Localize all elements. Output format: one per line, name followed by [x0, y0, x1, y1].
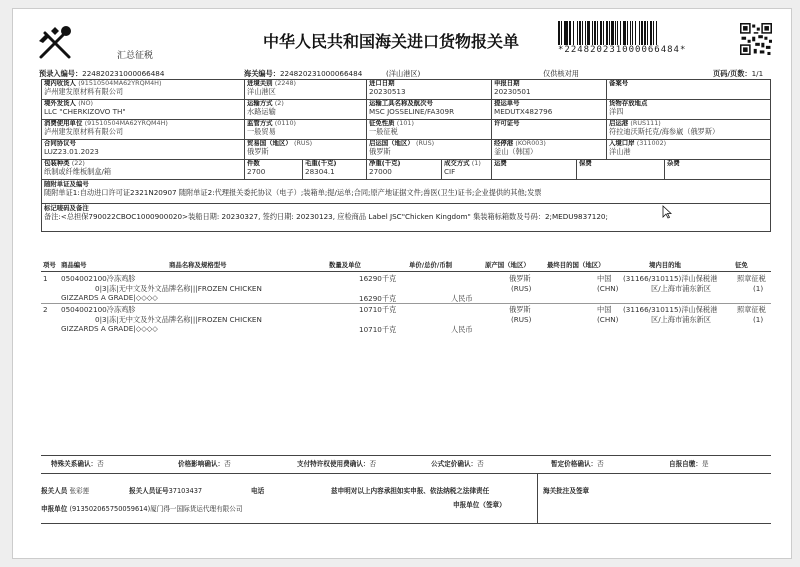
- qr-code-icon: [740, 23, 772, 55]
- barcode: [558, 21, 728, 45]
- formula-price-confirm: 公式定价确认：否: [431, 460, 484, 468]
- insurance-cell: 保费: [577, 160, 665, 179]
- goods-row-divider: [41, 303, 771, 304]
- declarant-number: 报关人员证号37103437: [129, 487, 203, 495]
- consignee-cell: 境内收货人 (91510504MA62YRQM4H) 泸州建发原材料有限公司: [42, 80, 245, 99]
- goods-col-no: 项号: [43, 261, 56, 269]
- import-date-cell: 进口日期 20230513: [367, 80, 492, 99]
- transit-port-cell: 经停港 (KOR003) 釜山（韩国）: [492, 140, 607, 159]
- confirm-top-line: [41, 455, 771, 456]
- footer-bottom-line: [41, 523, 771, 524]
- print-note: 仅供核对用: [543, 69, 579, 78]
- page-number: 页码/页数：1/1: [713, 69, 764, 78]
- goods-col-levy: 征免: [735, 261, 748, 269]
- entry-place-cell: 入境口岸 (311002) 洋山港: [609, 140, 667, 156]
- goods-col-price: 单价/总价/币制: [409, 261, 453, 269]
- unit-seal: 申报单位（签章）: [453, 501, 506, 509]
- package-cell: 包装种类 (22) 纸制或纤维板制盒/箱: [42, 160, 245, 179]
- trade-country-cell: 贸易国（地区） (RUS) 俄罗斯: [245, 140, 367, 159]
- footer-divider: [537, 473, 538, 523]
- mouse-pointer-icon: [662, 205, 672, 219]
- goods-col-dest: 最终目的国（地区）: [547, 261, 605, 269]
- goods-col-hs: 商品编号: [61, 261, 87, 269]
- storage-cell: 货物存放地点 洋四: [609, 100, 648, 116]
- goods-col-qty: 数量及单位: [329, 261, 361, 269]
- shipper-cell: 境外发货人 (NO) LLC "CHERKIZOVO TH": [42, 100, 245, 119]
- pieces-cell: 件数 2700: [245, 160, 303, 179]
- supervision-cell: 监管方式 (0110) 一般贸易: [245, 120, 367, 139]
- contract-cell: 合同协议号 LUZ23.01.2023: [42, 140, 245, 159]
- provisional-price-confirm: 暂定价格确认：否: [551, 460, 604, 468]
- customs-declaration-form: 汇总征税 中华人民共和国海关进口货物报关单 *224820231000066484* 预录入编号：224820231000066484 海关编号：224820231000066484 (洋山港区) 仅供核对用 页码/页数：1/1 境内收货人 (91510504MA62YRQM4H) 泸州建发原材料有限公司 进境关别 (2248) 洋山港区 进口日期 20230513 申报日期 20230501 备案号 境外发货人 (NO) LLC "CHERKIZOVO TH" 运输方式 (2) 水路运输 运输工具名称及航次号 MSC JOSSELINE/FA309R 提运单号 MEDUTX482796 货物存放地点 洋四 消费使用单位 (91510504MA62YRQM4H) 泸州建发原材料有限公司 监管方式 (0110) 一般贸易 征免性质 (101) 一般征税 许可证号 启运港 (RUS111) 符拉迪沃斯托克/海参崴（俄罗斯） 合同协议号 LUZ23.01.2023 贸易国（地区） (RUS) 俄罗斯 启运国（地区） (RUS) 俄罗斯 经停港 (KOR003) 釜山（韩国） 入境口岸 (311002) 洋山港 包装种类 (22) 纸制或纤维板制盒/箱 件数 2700 毛重(千克) 28304.1 净重(千克) 27000 成交方式 (1) CIF 运费 保费 杂费 随附单证及编号 随附单证1:自动进口许可证2321N20907 随附单证2:代理报关委托协议（电子）;装箱单;提/运单;合同;原产地证据文件;兽医(卫生)证书;企业提供的其他;发票 标记唛码及备注 备注:<总担保790022CBOC1000900020>装船日期: 20230327, 签约日期: 20230123, 应检商品 Label JSC"Chicken Kingdom" 集装箱标箱数及号码：2;MEDU9837120; 项号 商品编号 商品名称及规格型号 数量及单位 单价/总价/币制 原产国（地区） 最终目的国（地区） 境内目的地 征免 1 0504002100冷冻鸡胗 0|3|冻|无中文及外文品牌名称|||FROZEN CHICKEN GIZZARDS A GRADE|◇◇◇◇ 16290千克 16290千克 人民币 俄罗斯 (RUS) 中国 (CHN) (31166/310115)洋山保税港 区/上海市浦东新区 照章征税 (1) 2 0504002100冷冻鸡胗 0|3|冻|无中文及外文品牌名称|||FROZEN CHICKEN GIZZARDS A GRADE|◇◇◇◇ 10710千克 10710千克 人民币 俄罗斯 (RUS) 中国 (CHN) (31166/310115)洋山保税港 区/上海市浦东新区 照章征税 (1) 特殊关系确认：否 价格影响确认：否 支付特许权使用费确认：否 公式定价确认：否 暂定价格确认：否 自报自缴：是 报关人员 张彩莲 报关人员证号37103437 电话 兹申明对以上内容承担如实申报、依法纳税之法律责任 海关批注及签章 申报单位 (913502065750059614)厦门得一国际货运代理有限公司 申报单位（签章）: [12, 8, 792, 559]
- goods-header-line: [41, 271, 771, 272]
- freight-cell: 运费: [492, 160, 577, 179]
- royalty-confirm: 支付特许权使用费确认：否: [297, 460, 377, 468]
- transport-mode-cell: 运输方式 (2) 水路运输: [245, 100, 367, 119]
- barcode-text: *224820231000066484*: [558, 45, 687, 55]
- goods-col-domestic: 境内目的地: [649, 261, 681, 269]
- barcode-bar: [657, 21, 658, 45]
- declarant: 报关人员 张彩莲: [41, 487, 90, 495]
- remarks: 标记唛码及备注 备注:<总担保790022CBOC1000900020>装船日期: 20230327, 签约日期: 20230123, 应检商品 Label JSC"Chicken Kingdom" 集装箱标箱数及号码：2;MEDU9837120;: [42, 204, 770, 232]
- summary-tax-stamp: 汇总征税: [117, 51, 154, 61]
- price-impact-confirm: 价格影响确认：否: [178, 460, 231, 468]
- vessel-cell: 运输工具名称及航次号 MSC JOSSELINE/FA309R: [367, 100, 492, 119]
- goods-hs-name: 0504002100冷冻鸡胗: [61, 274, 136, 283]
- misc-fee-cell: 杂费: [667, 160, 680, 167]
- customs-place: (洋山港区): [386, 69, 421, 78]
- customs-annotation: 海关批注及签章: [543, 487, 590, 495]
- goods-col-origin: 原产国（地区）: [485, 261, 530, 269]
- declaring-unit: 申报单位 (913502065750059614)厦门得一国际货运代理有限公司: [41, 505, 243, 513]
- attached-docs: 随附单证及编号 随附单证1:自动进口许可证2321N20907 随附单证2:代理报关委托协议（电子）;装箱单;提/运单;合同;原产地证据文件;兽医(卫生)证书;企业提供的其他;发票: [42, 180, 770, 204]
- declare-date-cell: 申报日期 20230501: [492, 80, 607, 99]
- gross-weight-cell: 毛重(千克) 28304.1: [303, 160, 367, 179]
- form-title: 中华人民共和国海关进口货物报关单: [263, 32, 520, 51]
- phone: 电话: [251, 487, 265, 495]
- self-report-confirm: 自报自缴：是: [669, 460, 709, 468]
- user-unit-cell: 消费使用单位 (91510504MA62YRQM4H) 泸州建发原材料有限公司: [42, 120, 245, 139]
- goods-col-name: 商品名称及规格型号: [169, 261, 227, 269]
- origin-country-cell: 启运国（地区） (RUS) 俄罗斯: [367, 140, 492, 159]
- customs-number: 海关编号：224820231000066484: [244, 69, 363, 78]
- net-weight-cell: 净重(千克) 27000: [367, 160, 442, 179]
- license-cell: 许可证号: [492, 120, 607, 139]
- entry-port-cell: 进境关别 (2248) 洋山港区: [245, 80, 367, 99]
- departure-port-cell: 启运港 (RUS111) 符拉迪沃斯托克/海参崴（俄罗斯）: [609, 120, 720, 136]
- bl-no-cell: 提运单号 MEDUTX482796: [492, 100, 607, 119]
- customs-emblem-icon: [35, 23, 75, 63]
- footer-top-line: [41, 473, 771, 474]
- legal-statement: 兹申明对以上内容承担如实申报、依法纳税之法律责任: [331, 487, 490, 495]
- record-no-cell: 备案号: [609, 80, 629, 87]
- deal-mode-cell: 成交方式 (1) CIF: [442, 160, 492, 179]
- prerecord-number: 预录入编号：224820231000066484: [39, 69, 165, 78]
- special-relation-confirm: 特殊关系确认：否: [51, 460, 104, 468]
- levy-cell: 征免性质 (101) 一般征税: [367, 120, 492, 139]
- goods-hs-name: 0504002100冷冻鸡胗: [61, 305, 136, 314]
